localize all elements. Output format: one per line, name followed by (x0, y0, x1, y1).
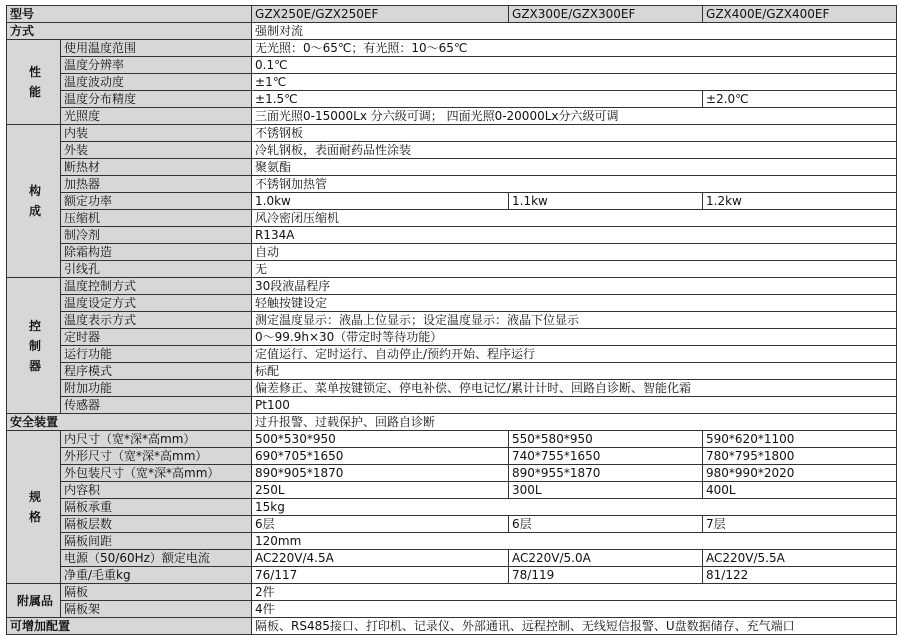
row-value-400: 7层 (703, 516, 897, 533)
row-value: 轻触按键设定 (252, 295, 897, 312)
row-value: 偏差修正、菜单按键锁定、停电补偿、停电记忆/累计计时、回路自诊断、智能化霜 (252, 380, 897, 397)
row-value-250: 500*530*950 (252, 431, 509, 448)
table-row (7, 397, 897, 414)
row-label: 隔板 (61, 584, 252, 601)
table-row (7, 125, 897, 142)
accessories-group-label: 附属品 (7, 584, 61, 618)
table-row (7, 40, 897, 57)
table-row (7, 261, 897, 278)
row-label: 温度分布精度 (61, 91, 252, 108)
table-row (7, 465, 897, 482)
table-row (7, 57, 897, 74)
row-value: 120mm (252, 533, 897, 550)
row-value-300: AC220V/5.0A (509, 550, 703, 567)
table-row (7, 227, 897, 244)
row-label: 内容积 (61, 482, 252, 499)
row-value: 聚氨酯 (252, 159, 897, 176)
row-value: 测定温度显示：液晶上位显示；设定温度显示：液晶下位显示 (252, 312, 897, 329)
row-value: 2件 (252, 584, 897, 601)
table-row (7, 193, 897, 210)
table-row (7, 91, 897, 108)
row-value-400: 81/122 (703, 567, 897, 584)
row-value-400: 780*795*1800 (703, 448, 897, 465)
safety-label: 安全装置 (7, 414, 252, 431)
row-label: 隔板间距 (61, 533, 252, 550)
table-row (7, 380, 897, 397)
table-row (7, 23, 897, 40)
row-label: 温度分辨率 (61, 57, 252, 74)
row-value-300: 890*955*1870 (509, 465, 703, 482)
table-row (7, 312, 897, 329)
row-value: R134A (252, 227, 897, 244)
row-label: 内装 (61, 125, 252, 142)
row-value: 定值运行、定时运行、自动停止/预约开始、程序运行 (252, 346, 897, 363)
row-value: ±1.5℃ (252, 91, 703, 108)
row-label: 定时器 (61, 329, 252, 346)
table-row (7, 210, 897, 227)
optional-label: 可增加配置 (7, 618, 252, 635)
row-value-400: 400L (703, 482, 897, 499)
table-row (7, 618, 897, 635)
row-label: 额定功率 (61, 193, 252, 210)
control-group-label: 控制器 (7, 278, 61, 414)
row-label: 温度表示方式 (61, 312, 252, 329)
row-label: 隔板承重 (61, 499, 252, 516)
table-row (7, 278, 897, 295)
table-row (7, 499, 897, 516)
row-label: 引线孔 (61, 261, 252, 278)
row-label: 外装 (61, 142, 252, 159)
row-value: 4件 (252, 601, 897, 618)
row-value: 自动 (252, 244, 897, 261)
specs-group-label: 规格 (7, 431, 61, 584)
row-value-250: 690*705*1650 (252, 448, 509, 465)
row-label: 加热器 (61, 176, 252, 193)
row-label: 温度设定方式 (61, 295, 252, 312)
spec-table (6, 5, 897, 635)
row-value: 标配 (252, 363, 897, 380)
row-label: 程序模式 (61, 363, 252, 380)
table-header-row (7, 6, 897, 23)
row-value-250: 890*905*1870 (252, 465, 509, 482)
table-row (7, 74, 897, 91)
row-value-300: 78/119 (509, 567, 703, 584)
method-value: 强制对流 (252, 23, 897, 40)
row-value-250: 1.0kw (252, 193, 509, 210)
row-value: 15kg (252, 499, 897, 516)
row-value: 0.1℃ (252, 57, 897, 74)
performance-group-label: 性能 (7, 40, 61, 125)
table-row (7, 584, 897, 601)
row-label: 净重/毛重kg (61, 567, 252, 584)
row-value-300: 550*580*950 (509, 431, 703, 448)
row-value-250: 76/117 (252, 567, 509, 584)
row-value: 冷轧钢板，表面耐药品性涂装 (252, 142, 897, 159)
row-label: 断热材 (61, 159, 252, 176)
table-row (7, 142, 897, 159)
row-value-400: AC220V/5.5A (703, 550, 897, 567)
row-label: 附加功能 (61, 380, 252, 397)
row-value-300: 1.1kw (509, 193, 703, 210)
table-row (7, 482, 897, 499)
table-row (7, 244, 897, 261)
row-label: 温度控制方式 (61, 278, 252, 295)
row-label: 除霜构造 (61, 244, 252, 261)
model-250-header: GZX250E/GZX250EF (252, 6, 509, 23)
row-value: ±1℃ (252, 74, 897, 91)
row-label: 光照度 (61, 108, 252, 125)
table-row (7, 431, 897, 448)
row-label: 外包装尺寸（宽*深*高mm） (61, 465, 252, 482)
table-row (7, 108, 897, 125)
row-label: 传感器 (61, 397, 252, 414)
model-header-label: 型号 (7, 6, 252, 23)
row-value-400: 1.2kw (703, 193, 897, 210)
row-label: 内尺寸（宽*深*高mm） (61, 431, 252, 448)
row-value-250: AC220V/4.5A (252, 550, 509, 567)
row-value-300: 6层 (509, 516, 703, 533)
row-value-300: 300L (509, 482, 703, 499)
construction-group-label: 构成 (7, 125, 61, 278)
row-value: Pt100 (252, 397, 897, 414)
row-value-400: ±2.0℃ (703, 91, 897, 108)
row-label: 运行功能 (61, 346, 252, 363)
row-label: 隔板层数 (61, 516, 252, 533)
row-label: 温度波动度 (61, 74, 252, 91)
row-label: 使用温度范围 (61, 40, 252, 57)
table-row (7, 414, 897, 431)
table-row (7, 346, 897, 363)
row-value-400: 980*990*2020 (703, 465, 897, 482)
row-value-250: 6层 (252, 516, 509, 533)
row-value: 30段液晶程序 (252, 278, 897, 295)
table-row (7, 448, 897, 465)
row-label: 外形尺寸（宽*深*高mm） (61, 448, 252, 465)
table-row (7, 295, 897, 312)
row-value: 无光照：0～65℃；有光照：10～65℃ (252, 40, 897, 57)
model-400-header: GZX400E/GZX400EF (703, 6, 897, 23)
method-label: 方式 (7, 23, 252, 40)
table-row (7, 567, 897, 584)
table-row (7, 533, 897, 550)
row-label: 隔板架 (61, 601, 252, 618)
row-value: 0～99.9h×30（带定时等待功能） (252, 329, 897, 346)
table-row (7, 601, 897, 618)
table-row (7, 159, 897, 176)
row-label: 电源（50/60Hz）额定电流 (61, 550, 252, 567)
table-row (7, 329, 897, 346)
row-value: 不锈钢加热管 (252, 176, 897, 193)
row-value-250: 250L (252, 482, 509, 499)
row-value-300: 740*755*1650 (509, 448, 703, 465)
model-300-header: GZX300E/GZX300EF (509, 6, 703, 23)
optional-value: 隔板、RS485接口、打印机、记录仪、外部通讯、远程控制、无线短信报警、U盘数据储存、充气端口 (252, 618, 897, 635)
row-label: 压缩机 (61, 210, 252, 227)
row-value: 风冷密闭压缩机 (252, 210, 897, 227)
safety-value: 过升报警、过载保护、回路自诊断 (252, 414, 897, 431)
row-value-400: 590*620*1100 (703, 431, 897, 448)
table-row (7, 550, 897, 567)
row-value: 无 (252, 261, 897, 278)
row-label: 制冷剂 (61, 227, 252, 244)
row-value: 不锈钢板 (252, 125, 897, 142)
table-row (7, 176, 897, 193)
row-value: 三面光照0-15000Lx 分六级可调； 四面光照0-20000Lx分六级可调 (252, 108, 897, 125)
table-row (7, 363, 897, 380)
table-row (7, 516, 897, 533)
